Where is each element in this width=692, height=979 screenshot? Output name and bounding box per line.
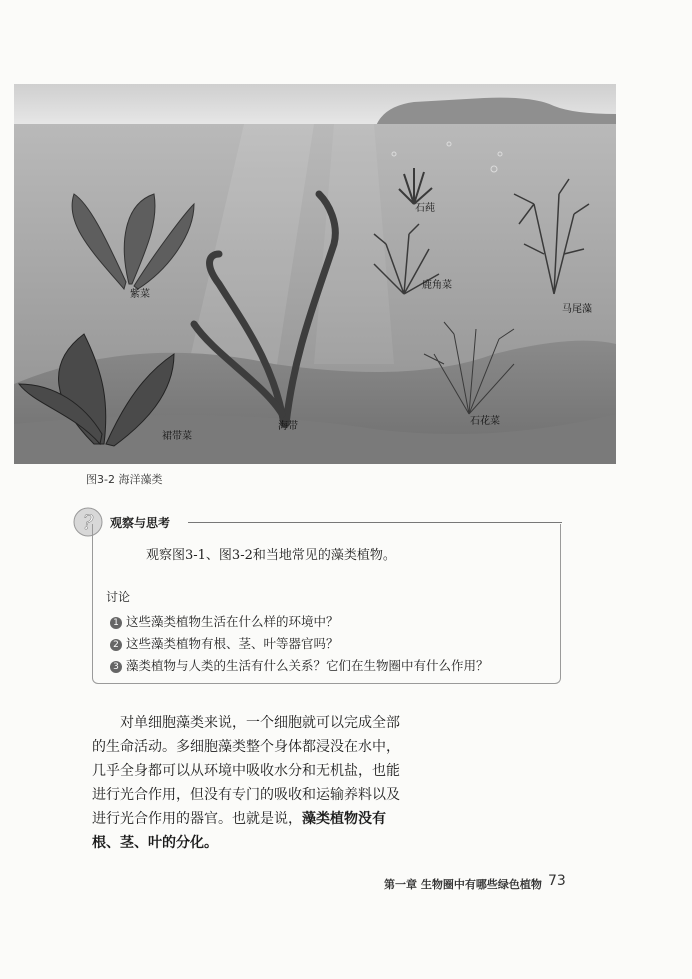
figure-caption: 图3-2 海洋藻类: [86, 473, 163, 486]
chapter-title: 第一章 生物圈中有哪些绿色植物: [384, 878, 542, 891]
question-number: 1: [110, 617, 122, 629]
label-shihuacai: 石花菜: [470, 416, 500, 427]
question-text: 这些藻类植物有根、茎、叶等器官吗？: [126, 636, 339, 651]
body-text-emphasis: 藻类植物没有: [302, 811, 386, 827]
label-shichun: 石莼: [415, 203, 435, 214]
body-text-plain: 进行光合作用的器官。也就是说，: [92, 811, 302, 827]
body-paragraph: [92, 711, 422, 855]
observe-intro: 观察图3-1、图3-2和当地常见的藻类植物。: [146, 548, 396, 563]
question-text: 这些藻类植物生活在什么样的环境中？: [126, 614, 339, 629]
body-line: 几乎全身都可以从环境中吸收水分和无机盐，也能: [92, 763, 400, 779]
label-qundaicai: 裙带菜: [162, 431, 192, 442]
body-line: 对单细胞藻类来说，一个细胞就可以完成全部: [120, 715, 400, 731]
body-line: [92, 807, 422, 831]
seascape-drawing: [14, 84, 616, 464]
observe-section-title: 观察与思考: [110, 516, 171, 530]
discussion-question: [110, 634, 339, 652]
body-line: 进行光合作用，但没有专门的吸收和运输养料以及: [92, 787, 400, 803]
question-number: 2: [110, 639, 122, 651]
label-lujiaocai: 鹿角菜: [422, 280, 452, 291]
discussion-question: [110, 656, 489, 674]
body-line: 的生命活动。多细胞藻类整个身体都浸没在水中，: [92, 739, 400, 755]
svg-text:?: ?: [82, 510, 94, 534]
section-divider: [188, 522, 562, 523]
question-text: 藻类植物与人类的生活有什么关系？它们在生物圈中有什么作用？: [126, 658, 489, 673]
label-maweizao: 马尾藻: [562, 304, 592, 315]
label-haidai: 海带: [278, 421, 298, 432]
marine-algae-illustration: [14, 84, 616, 464]
question-number: 3: [110, 661, 122, 673]
body-text-emphasis: 根、茎、叶的分化。: [92, 835, 218, 851]
discussion-question: [110, 612, 339, 630]
body-line: [92, 831, 422, 855]
page-number: 73: [548, 873, 566, 889]
label-zicai: 紫菜: [130, 289, 150, 300]
discussion-title: 讨论: [106, 590, 131, 604]
